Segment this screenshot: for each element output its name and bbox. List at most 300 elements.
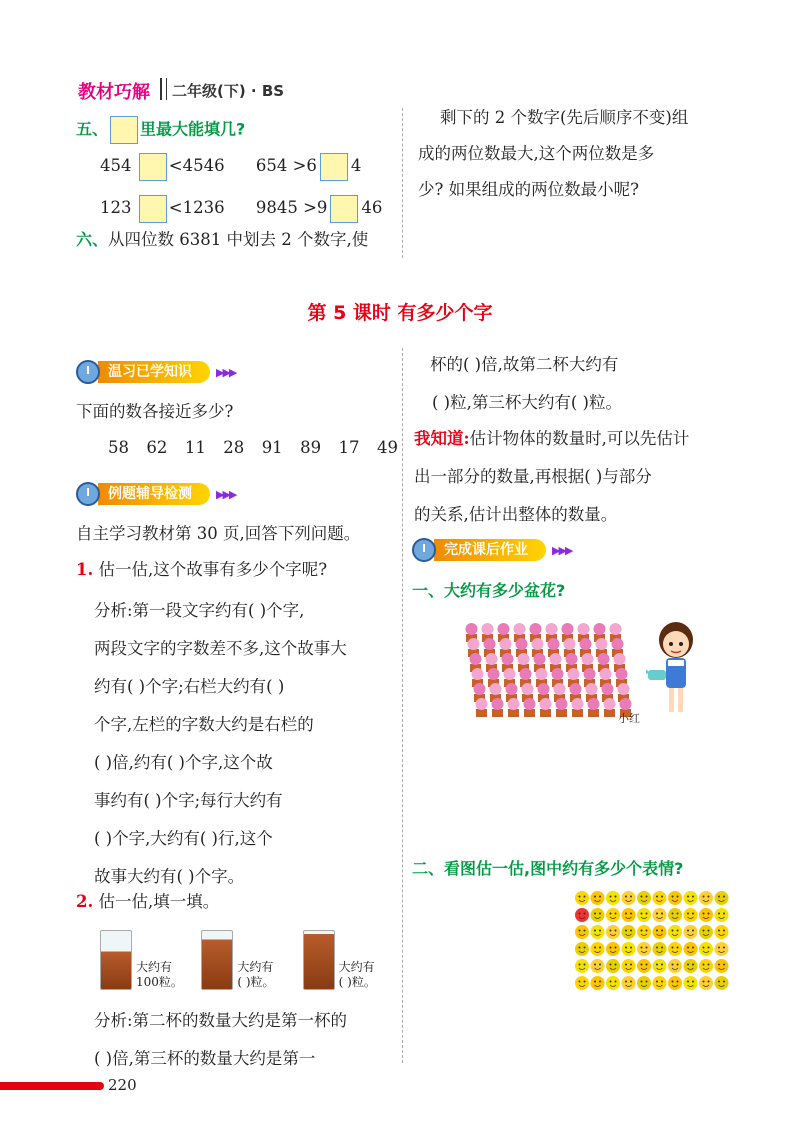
smiley-eye xyxy=(630,947,632,949)
flower xyxy=(572,698,584,710)
smiley-eye xyxy=(615,947,617,949)
smiley-eye xyxy=(656,930,658,932)
smiley-eye xyxy=(599,964,601,966)
smiley-face xyxy=(668,891,682,905)
flower-pot xyxy=(572,709,583,717)
homework-q1: 一、大约有多少盆花? xyxy=(412,581,566,600)
alarm-clock-icon xyxy=(76,360,100,384)
smiley-eye xyxy=(646,964,648,966)
smiley-face xyxy=(606,942,620,956)
answer-box[interactable] xyxy=(139,153,167,181)
smiley-eye xyxy=(672,981,674,983)
smiley-eye xyxy=(630,913,632,915)
smiley-eye xyxy=(656,947,658,949)
smiley-eye xyxy=(615,964,617,966)
review-banner: 温习已学知识 ▶▶▶ xyxy=(76,358,235,386)
flower xyxy=(506,683,518,695)
flower xyxy=(616,668,628,680)
lesson-title: 第 5 课时 有多少个字 xyxy=(307,302,493,324)
girl-icon xyxy=(646,618,706,728)
smiley-face xyxy=(622,942,636,956)
girl-name-label: 小红 xyxy=(618,712,640,725)
smiley-eye xyxy=(703,981,705,983)
flower xyxy=(604,698,616,710)
flower xyxy=(600,668,612,680)
smiley-eye xyxy=(656,981,658,983)
flower xyxy=(536,668,548,680)
analysis-continued: 杯的( )倍,故第二杯大约有 ( )粒,第三杯大约有( )粒。 xyxy=(430,355,622,412)
cup-3: 大约有 ( )粒。 xyxy=(303,928,396,990)
book-brand: 教材巧解 xyxy=(78,82,150,103)
homework-banner: 完成课后作业 ▶▶▶ xyxy=(412,536,571,564)
smiley-eye xyxy=(641,896,643,898)
smiley-eye xyxy=(599,896,601,898)
smiley-eye xyxy=(718,913,720,915)
flower xyxy=(548,638,560,650)
smiley-face xyxy=(637,959,651,973)
smiley-eye xyxy=(692,981,694,983)
q5-heading xyxy=(76,116,245,144)
smiley-eye xyxy=(599,947,601,949)
q5-box-sample xyxy=(110,116,138,144)
smiley-eye xyxy=(677,981,679,983)
smiley-face xyxy=(591,959,605,973)
header-divider xyxy=(160,78,167,100)
smiley-face xyxy=(637,925,651,939)
flower xyxy=(614,653,626,665)
flower xyxy=(582,653,594,665)
smiley-eye xyxy=(718,896,720,898)
smiley-face xyxy=(684,908,698,922)
smiley-eye xyxy=(594,947,596,949)
smiley-eye xyxy=(599,981,601,983)
review-numbers: 58 62 11 28 91 89 17 49 xyxy=(108,438,398,457)
flower xyxy=(492,698,504,710)
smiley-face xyxy=(606,959,620,973)
flower xyxy=(538,683,550,695)
alarm-clock-icon xyxy=(76,482,100,506)
book-subtitle: 二年级(下) · BS xyxy=(172,82,285,100)
cup-icon xyxy=(100,930,132,990)
smiley-eye xyxy=(703,964,705,966)
smiley-face xyxy=(653,959,667,973)
smiley-eye xyxy=(625,947,627,949)
smiley-eye xyxy=(579,896,581,898)
flower xyxy=(580,638,592,650)
flower xyxy=(518,653,530,665)
flower-pots-picture xyxy=(456,614,706,734)
flower xyxy=(602,683,614,695)
smiley-eye xyxy=(610,913,612,915)
answer-box[interactable] xyxy=(139,195,167,223)
problem-1-title: 1. 估一估,这个故事有多少个字呢? xyxy=(76,560,328,579)
flower xyxy=(470,653,482,665)
review-prompt: 下面的数各接近多少? xyxy=(76,402,234,421)
smiley-eye xyxy=(692,913,694,915)
example-banner: 例题辅导检测 ▶▶▶ xyxy=(76,480,235,508)
smiley-face xyxy=(637,908,651,922)
smiley-face xyxy=(715,942,729,956)
smiley-face xyxy=(715,925,729,939)
arrows-icon: ▶▶▶ xyxy=(216,365,236,379)
flower xyxy=(504,668,516,680)
smiley-eye xyxy=(610,947,612,949)
flower xyxy=(568,668,580,680)
flower xyxy=(596,638,608,650)
smiley-eye xyxy=(687,913,689,915)
q6-line-4: 少? 如果组成的两位数最小呢? xyxy=(418,180,639,199)
smiley-face xyxy=(699,925,713,939)
example-intro: 自主学习教材第 30 页,回答下列问题。 xyxy=(76,524,361,543)
smiley-eye xyxy=(630,981,632,983)
cups-figure xyxy=(100,928,396,990)
arrows-icon: ▶▶▶ xyxy=(552,543,572,557)
q6-number: 六、 xyxy=(76,230,109,249)
smiley-eye xyxy=(615,981,617,983)
flower-pot xyxy=(508,709,519,717)
smiley-eye xyxy=(579,930,581,932)
smiley-eye xyxy=(692,964,694,966)
smiley-face xyxy=(699,959,713,973)
answer-box[interactable] xyxy=(330,195,358,223)
smiley-face xyxy=(575,976,589,990)
smiley-eye xyxy=(584,930,586,932)
flower xyxy=(484,638,496,650)
q5-row-2: 123 <1236 9845 >9 46 xyxy=(100,190,400,226)
smiley-face xyxy=(622,908,636,922)
flower xyxy=(520,668,532,680)
smiley-face xyxy=(622,959,636,973)
flower xyxy=(508,698,520,710)
smiley-eye xyxy=(641,964,643,966)
flower xyxy=(490,683,502,695)
flower-pot xyxy=(524,709,535,717)
smiley-eye xyxy=(641,930,643,932)
smiley-face xyxy=(699,942,713,956)
smiley-face xyxy=(591,942,605,956)
smiley-eye xyxy=(687,930,689,932)
smiley-face xyxy=(668,976,682,990)
smiley-eye xyxy=(584,947,586,949)
smiley-eye xyxy=(584,981,586,983)
homework-q2: 二、看图估一估,图中约有多少个表情? xyxy=(412,859,684,878)
smiley-face xyxy=(684,942,698,956)
smiley-eye xyxy=(708,964,710,966)
smiley-eye xyxy=(646,947,648,949)
flower-pot xyxy=(588,709,599,717)
flower-pot xyxy=(492,709,503,717)
smiley-eye xyxy=(692,947,694,949)
smiley-eye xyxy=(708,913,710,915)
smiley-eye xyxy=(615,930,617,932)
smiley-eye xyxy=(579,913,581,915)
problem-2-analysis: 分析:第二杯的数量大约是第一杯的 ( )倍,第三杯的数量大约是第一 xyxy=(94,1011,348,1068)
smiley-face xyxy=(575,891,589,905)
smiley-eye xyxy=(661,930,663,932)
smiley-eye xyxy=(625,930,627,932)
flower xyxy=(472,668,484,680)
smiley-eye xyxy=(625,896,627,898)
smiley-eye xyxy=(630,964,632,966)
smiley-face xyxy=(653,976,667,990)
flower xyxy=(578,623,590,635)
smiley-eye xyxy=(718,981,720,983)
footer-bar xyxy=(0,1082,104,1090)
smiley-eye xyxy=(723,930,725,932)
flower xyxy=(482,623,494,635)
smiley-eye xyxy=(579,981,581,983)
smiley-eye xyxy=(677,913,679,915)
flower xyxy=(530,623,542,635)
flower xyxy=(474,683,486,695)
smiley-face xyxy=(668,925,682,939)
smiley-eye xyxy=(641,981,643,983)
smiley-eye xyxy=(687,947,689,949)
smiley-eye xyxy=(672,947,674,949)
cup-icon xyxy=(303,930,335,990)
smiley-eye xyxy=(646,930,648,932)
flower xyxy=(618,683,630,695)
flower xyxy=(552,668,564,680)
smiley-face xyxy=(668,908,682,922)
flower xyxy=(562,623,574,635)
smiley-eye xyxy=(625,981,627,983)
smiley-eye xyxy=(584,896,586,898)
smiley-eye xyxy=(630,930,632,932)
smiley-eye xyxy=(594,930,596,932)
smiley-face xyxy=(653,891,667,905)
answer-box[interactable] xyxy=(320,153,348,181)
flower xyxy=(532,638,544,650)
flower-pot xyxy=(476,709,487,717)
smiley-face xyxy=(575,908,589,922)
smiley-eye xyxy=(646,981,648,983)
smiley-faces-icon xyxy=(574,890,734,994)
smiley-eye xyxy=(718,930,720,932)
flower xyxy=(588,698,600,710)
smiley-eye xyxy=(661,913,663,915)
q6-line-1: 六、从四位数 6381 中划去 2 个数字,使 xyxy=(76,230,369,249)
smiley-face xyxy=(637,976,651,990)
flower xyxy=(524,698,536,710)
smiley-eye xyxy=(594,964,596,966)
cup-2: 大约有 ( )粒。 xyxy=(201,928,294,990)
smiley-eye xyxy=(723,981,725,983)
smiley-eye xyxy=(672,930,674,932)
q5-row-1: 454 <4546 654 >6 4 xyxy=(100,148,400,184)
emoji-grid-picture xyxy=(574,890,734,994)
smiley-eye xyxy=(584,913,586,915)
smiley-eye xyxy=(579,964,581,966)
smiley-face xyxy=(606,976,620,990)
q5-number: 五、 xyxy=(76,119,109,139)
smiley-face xyxy=(715,959,729,973)
smiley-eye xyxy=(677,930,679,932)
smiley-face xyxy=(637,891,651,905)
smiley-eye xyxy=(579,947,581,949)
smiley-face xyxy=(699,976,713,990)
smiley-face xyxy=(622,925,636,939)
flower xyxy=(556,698,568,710)
smiley-eye xyxy=(692,896,694,898)
q5-title: 里最大能填几? xyxy=(140,119,246,139)
flower-pots-icon xyxy=(456,614,646,724)
smiley-face xyxy=(699,908,713,922)
smiley-face xyxy=(668,942,682,956)
flower xyxy=(586,683,598,695)
column-divider-top xyxy=(402,108,403,258)
smiley-face xyxy=(684,959,698,973)
smiley-eye xyxy=(708,947,710,949)
alarm-clock-icon xyxy=(412,538,436,562)
flower xyxy=(620,698,632,710)
smiley-eye xyxy=(656,913,658,915)
smiley-eye xyxy=(723,964,725,966)
smiley-eye xyxy=(610,896,612,898)
q6-line-2: 剩下的 2 个数字(先后顺序不变)组 xyxy=(440,108,689,127)
flower xyxy=(522,683,534,695)
smiley-eye xyxy=(641,913,643,915)
smiley-eye xyxy=(610,981,612,983)
flower xyxy=(500,638,512,650)
problem-2-title: 2. 估一估,填一填。 xyxy=(76,892,220,911)
smiley-eye xyxy=(615,913,617,915)
cup-1: 大约有 100粒。 xyxy=(100,928,193,990)
smiley-face xyxy=(684,891,698,905)
smiley-eye xyxy=(718,964,720,966)
flower xyxy=(516,638,528,650)
know-box: 我知道:估计物体的数量时,可以先估计 出一部分的数量,再根据( )与部分 的关系,估计出整体的数量。 xyxy=(414,429,690,524)
smiley-face xyxy=(653,908,667,922)
smiley-eye xyxy=(703,947,705,949)
cup-icon xyxy=(201,930,233,990)
flower-pot xyxy=(540,709,551,717)
smiley-face xyxy=(637,942,651,956)
smiley-eye xyxy=(610,930,612,932)
smiley-eye xyxy=(708,981,710,983)
smiley-eye xyxy=(677,896,679,898)
flower xyxy=(534,653,546,665)
flower xyxy=(564,638,576,650)
smiley-eye xyxy=(723,947,725,949)
smiley-eye xyxy=(708,930,710,932)
smiley-face xyxy=(591,908,605,922)
smiley-face xyxy=(606,925,620,939)
flower-pot xyxy=(604,709,615,717)
smiley-eye xyxy=(625,913,627,915)
smiley-eye xyxy=(672,896,674,898)
smiley-face xyxy=(575,925,589,939)
smiley-eye xyxy=(661,964,663,966)
flower xyxy=(566,653,578,665)
smiley-eye xyxy=(615,896,617,898)
smiley-eye xyxy=(594,981,596,983)
flower xyxy=(468,638,480,650)
smiley-eye xyxy=(703,930,705,932)
smiley-face xyxy=(591,925,605,939)
smiley-face xyxy=(653,942,667,956)
smiley-eye xyxy=(610,964,612,966)
smiley-face xyxy=(699,891,713,905)
page-number: 220 xyxy=(108,1076,137,1094)
smiley-eye xyxy=(677,947,679,949)
smiley-eye xyxy=(656,964,658,966)
smiley-eye xyxy=(641,947,643,949)
flower xyxy=(488,668,500,680)
smiley-eye xyxy=(625,964,627,966)
flower xyxy=(550,653,562,665)
smiley-eye xyxy=(584,964,586,966)
column-divider-bottom xyxy=(402,348,403,1063)
smiley-face xyxy=(591,891,605,905)
smiley-face xyxy=(653,925,667,939)
flower xyxy=(598,653,610,665)
smiley-face xyxy=(575,959,589,973)
smiley-eye xyxy=(661,947,663,949)
flower xyxy=(514,623,526,635)
smiley-eye xyxy=(723,896,725,898)
smiley-eye xyxy=(703,896,705,898)
flower xyxy=(466,623,478,635)
smiley-eye xyxy=(677,964,679,966)
flower-pot xyxy=(556,709,567,717)
smiley-eye xyxy=(687,964,689,966)
smiley-eye xyxy=(723,913,725,915)
smiley-eye xyxy=(672,913,674,915)
smiley-eye xyxy=(661,981,663,983)
smiley-eye xyxy=(646,896,648,898)
smiley-face xyxy=(684,976,698,990)
smiley-face xyxy=(622,891,636,905)
arrows-icon: ▶▶▶ xyxy=(216,487,236,501)
smiley-face xyxy=(606,908,620,922)
smiley-face xyxy=(622,976,636,990)
smiley-face xyxy=(715,891,729,905)
problem-1-analysis: 分析:第一段文字约有( )个字, 两段文字的字数差不多,这个故事大 约有( )个字;右栏大约有( ) 个字,左栏的字数大约是右栏的 ( )倍,约有( )个字,这个故 事约有( )个字;每行大约有 ( )个字,大约有( )行,这个 故事大约有( )个字。 xyxy=(94,601,347,886)
smiley-eye xyxy=(687,981,689,983)
smiley-eye xyxy=(599,913,601,915)
smiley-eye xyxy=(687,896,689,898)
smiley-eye xyxy=(718,947,720,949)
flower xyxy=(486,653,498,665)
smiley-face xyxy=(715,976,729,990)
smiley-face xyxy=(606,891,620,905)
smiley-face xyxy=(668,959,682,973)
flower xyxy=(540,698,552,710)
flower xyxy=(554,683,566,695)
smiley-eye xyxy=(594,896,596,898)
smiley-face xyxy=(591,976,605,990)
smiley-eye xyxy=(708,896,710,898)
smiley-eye xyxy=(646,913,648,915)
q6-line-3: 成的两位数最大,这个两位数是多 xyxy=(418,144,655,163)
smiley-eye xyxy=(630,896,632,898)
flower xyxy=(610,623,622,635)
smiley-eye xyxy=(672,964,674,966)
flower xyxy=(594,623,606,635)
flower xyxy=(502,653,514,665)
flower xyxy=(498,623,510,635)
flower xyxy=(546,623,558,635)
smiley-eye xyxy=(599,930,601,932)
smiley-eye xyxy=(594,913,596,915)
smiley-face xyxy=(715,908,729,922)
smiley-face xyxy=(575,942,589,956)
smiley-face xyxy=(684,925,698,939)
smiley-eye xyxy=(703,913,705,915)
flower xyxy=(570,683,582,695)
flower xyxy=(584,668,596,680)
